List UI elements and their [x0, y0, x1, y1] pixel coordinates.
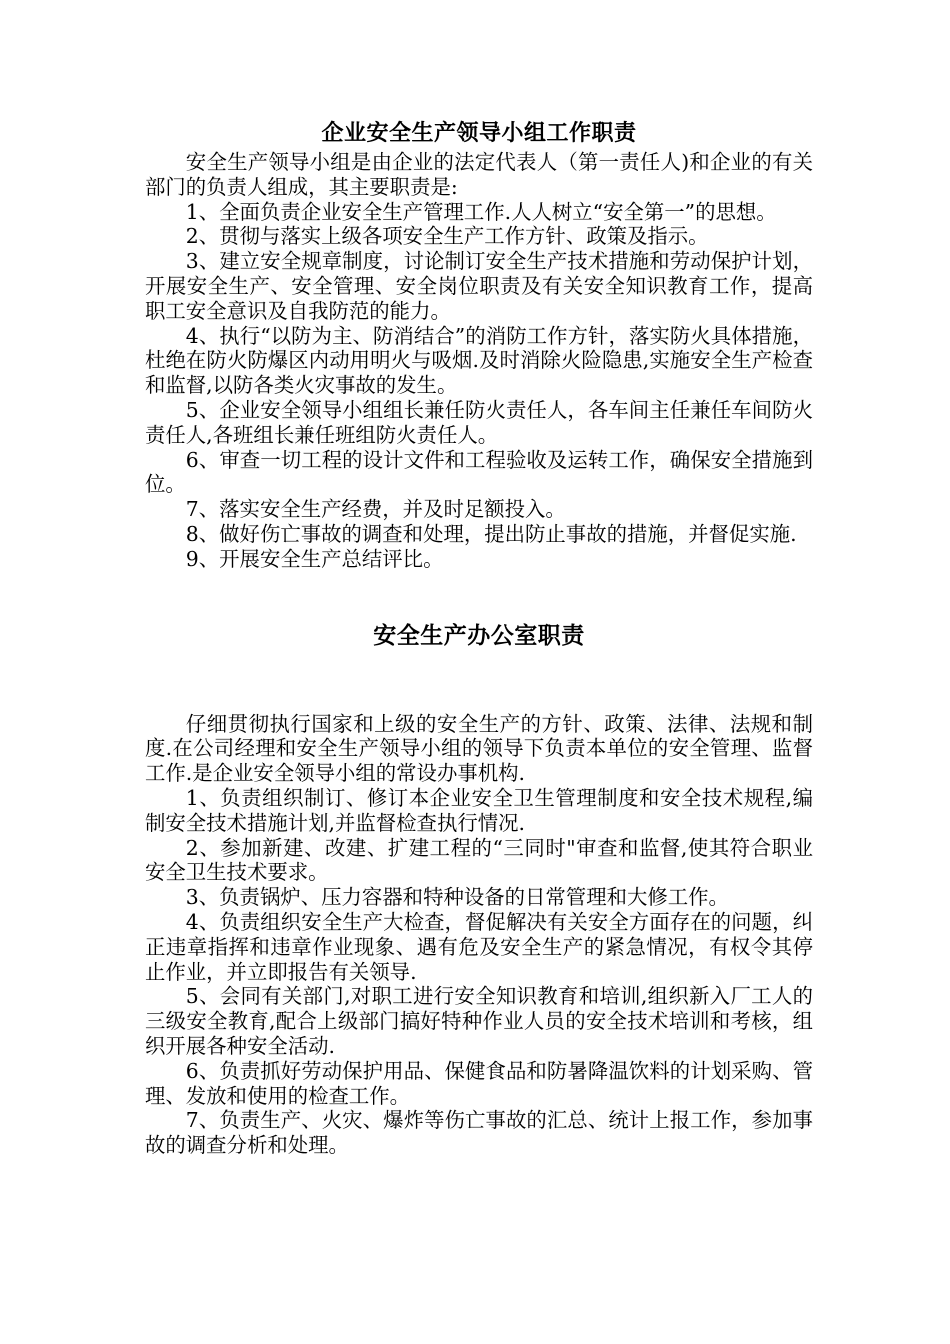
duty-item: 6、负责抓好劳动保护用品、保健食品和防暑降温饮料的计划采购、管理、发放和使用的检查工作。 — [145, 1058, 813, 1108]
duty-item: 4、执行“以防为主、防消结合”的消防工作方针，落实防火具体措施，杜绝在防火防爆区内动用明火与吸烟.及时消除火险隐患,实施安全生产检查和监督,以防各类火灾事故的发生。 — [145, 323, 813, 398]
duty-item: 4、负责组织安全生产大检查，督促解决有关安全方面存在的问题，纠正违章指挥和违章作业现象、遇有危及安全生产的紧急情况，有权令其停止作业，并立即报告有关领导. — [145, 909, 813, 984]
section-safety-office — [145, 620, 813, 1158]
duty-item: 2、参加新建、改建、扩建工程的“三同时"审查和监督,使其符合职业安全卫生技术要求。 — [145, 835, 813, 885]
intro-paragraph: 安全生产领导小组是由企业的法定代表人（第一责任人)和企业的有关部门的负责人组成，其主要职责是: — [145, 150, 813, 199]
duty-item: 2、贯彻与落实上级各项安全生产工作方针、政策及指示。 — [185, 224, 709, 249]
intro-paragraph: 仔细贯彻执行国家和上级的安全生产的方针、政策、法律、法规和制度.在公司经理和安全生产领导小组的领导下负责本单位的安全管理、监督工作.是企业安全领导小组的常设办事机构. — [145, 711, 813, 786]
duty-item: 6、审查一切工程的设计文件和工程验收及运转工作，确保安全措施到位。 — [145, 447, 813, 497]
duty-item: 3、建立安全规章制度，讨论制订安全生产技术措施和劳动保护计划，开展安全生产、安全管理、安全岗位职责及有关安全知识教育工作，提高职工安全意识及自我防范的能力。 — [145, 249, 813, 323]
section-title: 企业安全生产领导小组工作职责 — [321, 121, 637, 146]
duty-item: 1、负责组织制订、修订本企业安全卫生管理制度和安全技术规程,编制安全技术措施计划,并监督检查执行情况. — [145, 785, 813, 835]
duty-item: 5、会同有关部门,对职工进行安全知识教育和培训,组织新入厂工人的三级安全教育,配合上级部门搞好特种作业人员的安全技术培训和考核，组织开展各种安全活动. — [145, 984, 813, 1058]
section-title: 安全生产办公室职责 — [373, 622, 585, 649]
duty-item: 7、负责生产、火灾、爆炸等伤亡事故的汇总、统计上报工作，参加事故的调查分析和处理。 — [145, 1108, 813, 1158]
section-leadership-group — [145, 118, 813, 572]
duty-item: 5、企业安全领导小组组长兼任防火责任人，各车间主任兼任车间防火责任人,各班组长兼任班组防火责任人。 — [145, 397, 813, 447]
duty-item: 7、落实安全生产经费，并及时足额投入。 — [185, 497, 566, 522]
document-page — [145, 118, 813, 1158]
duty-item: 3、负责锅炉、压力容器和特种设备的日常管理和大修工作。 — [185, 885, 729, 910]
duty-item: 9、开展安全生产总结评比。 — [185, 546, 444, 571]
duty-item: 1、全面负责企业安全生产管理工作.人人树立“安全第一”的思想。 — [185, 199, 777, 224]
duty-item: 8、做好伤亡事故的调查和处理，提出防止事故的措施，并督促实施. — [185, 521, 797, 546]
